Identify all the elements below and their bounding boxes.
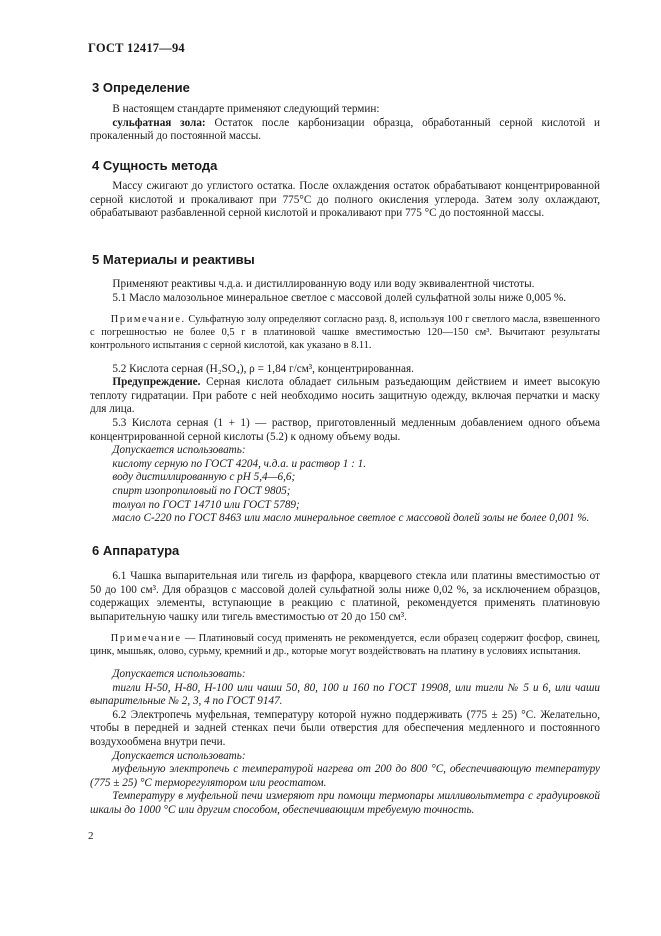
allowed-text: тигли Н-50, Н-80, Н-100 или чаши 50, 80, 100 и 160 по ГОСТ 19908, или тигли № 5 и 6, или чаши выпарительные № 2, 3, 4 по ГОСТ 9147. bbox=[90, 681, 600, 708]
allowed-item: масло С-220 по ГОСТ 8463 или масло минеральное светлое с массовой долей золы не более 0,001 %. bbox=[112, 512, 590, 525]
note-5-1 bbox=[90, 314, 600, 352]
note-label: Примечание. bbox=[110, 314, 186, 326]
note-label: Примечание bbox=[110, 633, 182, 645]
clause-5-1: 5.1 Масло малозольное минеральное светлое с массовой долей сульфатной золы ниже 0,005 %. bbox=[112, 291, 567, 304]
clause-5-2: 5.2 Кислота серная (H₂SO₄), ρ = 1,84 г/см³, концентрированная. bbox=[112, 362, 414, 375]
section-3-intro: В настоящем стандарте применяют следующий термин: bbox=[112, 103, 380, 115]
term-text: Остаток после карбонизации образца, обработанный серной кислотой и прокаленный до постоянной массы. bbox=[90, 116, 600, 143]
standard-header: ГОСТ 12417—94 bbox=[88, 41, 185, 55]
allowed-label: Допускается использовать: bbox=[112, 444, 246, 457]
clause-6-1: 6.1 Чашка выпарительная или тигель из фарфора, кварцевого стекла или платины вместимостью от 50 до 100 см³. Для образцов с массовой долей сульфатной золы ниже 0,02 %, за исключением образцов, содержащих элементы, вступающие в реакцию с платиной, рекомендуется применять платиновую выпарительную чашку или тигель вместимостью от 20 до 150 см³. bbox=[90, 570, 600, 623]
section-3-body bbox=[90, 103, 600, 144]
section-4-paragraph: Массу сжигают до углистого остатка. После охлаждения остаток обрабатывают концентрированной серной кислотой и прокаливают при 775°С до полного окисления углерода. Затем золу охлаждают, обрабатывают разбавленной серной кислотой и прокаливают при 775 °С до постоянной массы. bbox=[90, 180, 600, 220]
section-5-intro: Применяют реактивы ч.д.а. и дистиллированную воду или воду эквивалентной чистоты. bbox=[112, 278, 535, 290]
allowed-label: Допускается использовать: bbox=[112, 667, 246, 680]
section-5-body bbox=[90, 278, 600, 526]
page-number: 2 bbox=[88, 830, 94, 842]
section-5-title: 5 Материалы и реактивы bbox=[92, 252, 255, 267]
note-text: Сульфатную золу определяют согласно разд. 8, используя 100 г светлого масла, взвешенного с погрешностью не более 0,5 г в платиновой чашке вместимостью 120—150 см³. Вычитают результаты контрольного испытания с серной кислотой, как указано в 8.11. bbox=[90, 314, 600, 351]
temperature-measurement: Температуру в муфельной печи измеряют при помощи термопары милливольтметра с градуировкой шкалы до 1000 °С или другим способом, обеспечивающим требуемую точность. bbox=[90, 790, 600, 816]
section-4-title: 4 Сущность метода bbox=[92, 158, 218, 173]
allowed-item: спирт изопропиловый по ГОСТ 9805; bbox=[112, 484, 291, 497]
section-6-body bbox=[90, 570, 600, 818]
term-label: сульфатная зола: bbox=[112, 116, 206, 129]
section-6-title: 6 Аппаратура bbox=[92, 543, 180, 558]
warning-paragraph bbox=[90, 376, 600, 417]
warning-text: Серная кислота обладает сильным разъедающим действием и имеет высокую теплоту гидратации. При работе с ней необходимо носить защитную одежду, включая перчатки и маску для лица. bbox=[90, 376, 600, 416]
clause-6-2: 6.2 Электропечь муфельная, температуру которой нужно поддерживать (775 ± 25) °С. Желательно, чтобы в передней и задней стенках печи были отверстия для обеспечения медленного и постоянного воздухообмена внутри печи. bbox=[90, 708, 600, 748]
allowed-text: муфельную электропечь с температурой нагрева от 200 до 800 °С, обеспечивающую температуру (775 ± 25) °С терморегулятором или реостатом. bbox=[90, 763, 600, 789]
allowed-item: толуол по ГОСТ 14710 или ГОСТ 5789; bbox=[112, 498, 300, 511]
clause-5-3: 5.3 Кислота серная (1 + 1) — раствор, приготовленный медленным добавлением одного объема концентрированной серной кислоты (5.2) к одному объему воды. bbox=[90, 416, 600, 443]
section-3-title: 3 Определение bbox=[92, 80, 190, 95]
term-definition bbox=[90, 117, 600, 144]
allowed-label: Допускается использовать: bbox=[112, 749, 246, 762]
allowed-item: кислоту серную по ГОСТ 4204, ч.д.а. и раствор 1 : 1. bbox=[112, 457, 367, 470]
warning-label: Предупреждение. bbox=[112, 376, 201, 389]
allowed-item: воду дистиллированную с рН 5,4—6,6; bbox=[112, 471, 296, 484]
note-text: — Платиновый сосуд применять не рекомендуется, если образец содержит фосфор, свинец, цинк, мышьяк, олово, сурьму, кремний и др., которые могут воздействовать на платину в условиях испытания. bbox=[90, 633, 600, 658]
section-4-body bbox=[90, 180, 600, 221]
note-6-1 bbox=[90, 633, 600, 659]
